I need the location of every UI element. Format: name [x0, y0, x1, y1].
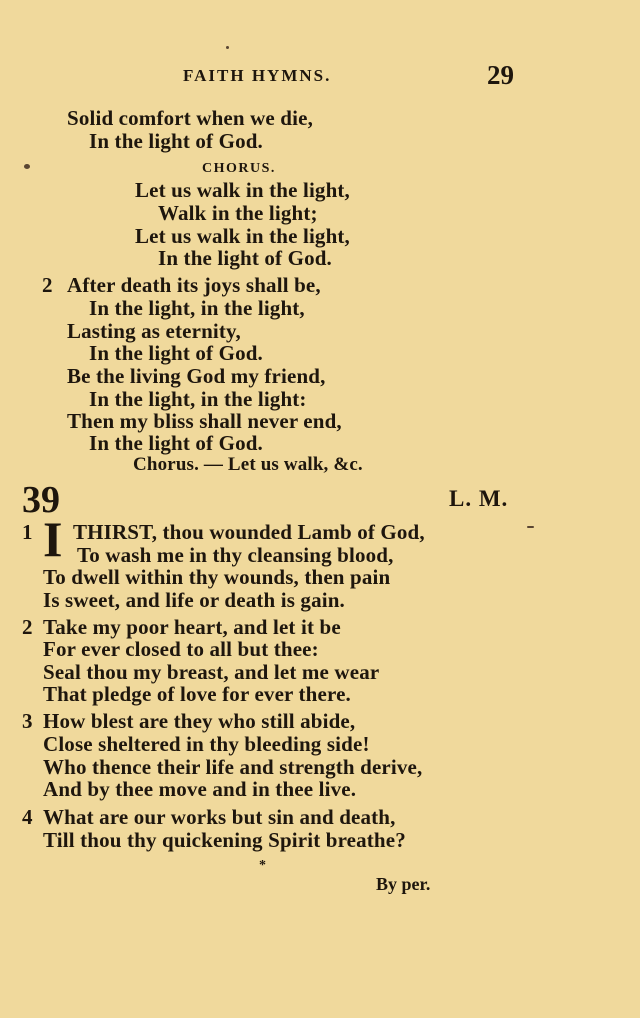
print-speck [226, 46, 229, 49]
hymn-line: How blest are they who still abide, [43, 709, 356, 733]
chorus-line: Let us walk in the light, [135, 178, 350, 202]
hymn-line: To dwell within thy wounds, then pain [43, 565, 391, 589]
verse-number: 3 [22, 709, 33, 733]
hymn-line: Close sheltered in thy bleeding side! [43, 732, 370, 756]
hymn-line: Till thou thy quickening Spirit breathe? [43, 828, 406, 852]
print-speck [527, 526, 534, 528]
hymn-line: In the light of God. [89, 341, 263, 365]
hymn-line: Take my poor heart, and let it be [43, 615, 341, 639]
hymn-line: And by thee move and in thee live. [43, 777, 357, 801]
page-number: 29 [487, 60, 514, 90]
hymn-line: In the light of God. [89, 431, 263, 455]
permission-note: By per. [376, 874, 431, 894]
hymn-line: To wash me in thy cleansing blood, [77, 543, 394, 567]
drop-cap: I [43, 511, 63, 567]
hymn-line: Is sweet, and life or death is gain. [43, 588, 345, 612]
hymn-line: THIRST, thou wounded Lamb of God, [73, 520, 425, 544]
verse-number: 1 [22, 520, 33, 544]
print-speck [24, 164, 30, 169]
hymn-line: Be the living God my friend, [67, 364, 326, 388]
hymn-line: Seal thou my breast, and let me wear [43, 660, 380, 684]
hymn-line: Then my bliss shall never end, [67, 409, 342, 433]
hymn-meter: L. M. [449, 486, 509, 511]
hymn-line: Lasting as eternity, [67, 319, 241, 343]
hymn-line: Solid comfort when we die, [67, 106, 313, 130]
chorus-label: CHORUS. [202, 161, 276, 176]
chorus-line: In the light of God. [158, 246, 332, 270]
chorus-line: Walk in the light; [158, 201, 318, 225]
hymn-line: What are our works but sin and death, [43, 805, 396, 829]
running-header: FAITH HYMNS. [183, 66, 332, 85]
ornament-star: * [259, 858, 266, 873]
hymn-line: For ever closed to all but thee: [43, 637, 319, 661]
verse-number: 4 [22, 805, 33, 829]
hymn-line: In the light, in the light: [89, 387, 307, 411]
hymn-number: 39 [22, 479, 60, 521]
verse-number: 2 [42, 273, 53, 297]
hymn-line: That pledge of love for ever there. [43, 682, 351, 706]
hymn-line: In the light, in the light, [89, 296, 305, 320]
verse-number: 2 [22, 615, 33, 639]
hymn-line: Who thence their life and strength derive, [43, 755, 423, 779]
chorus-reference: Chorus. — Let us walk, &c. [133, 454, 363, 475]
hymn-line: After death its joys shall be, [67, 273, 321, 297]
chorus-line: Let us walk in the light, [135, 224, 350, 248]
hymn-line: In the light of God. [89, 129, 263, 153]
